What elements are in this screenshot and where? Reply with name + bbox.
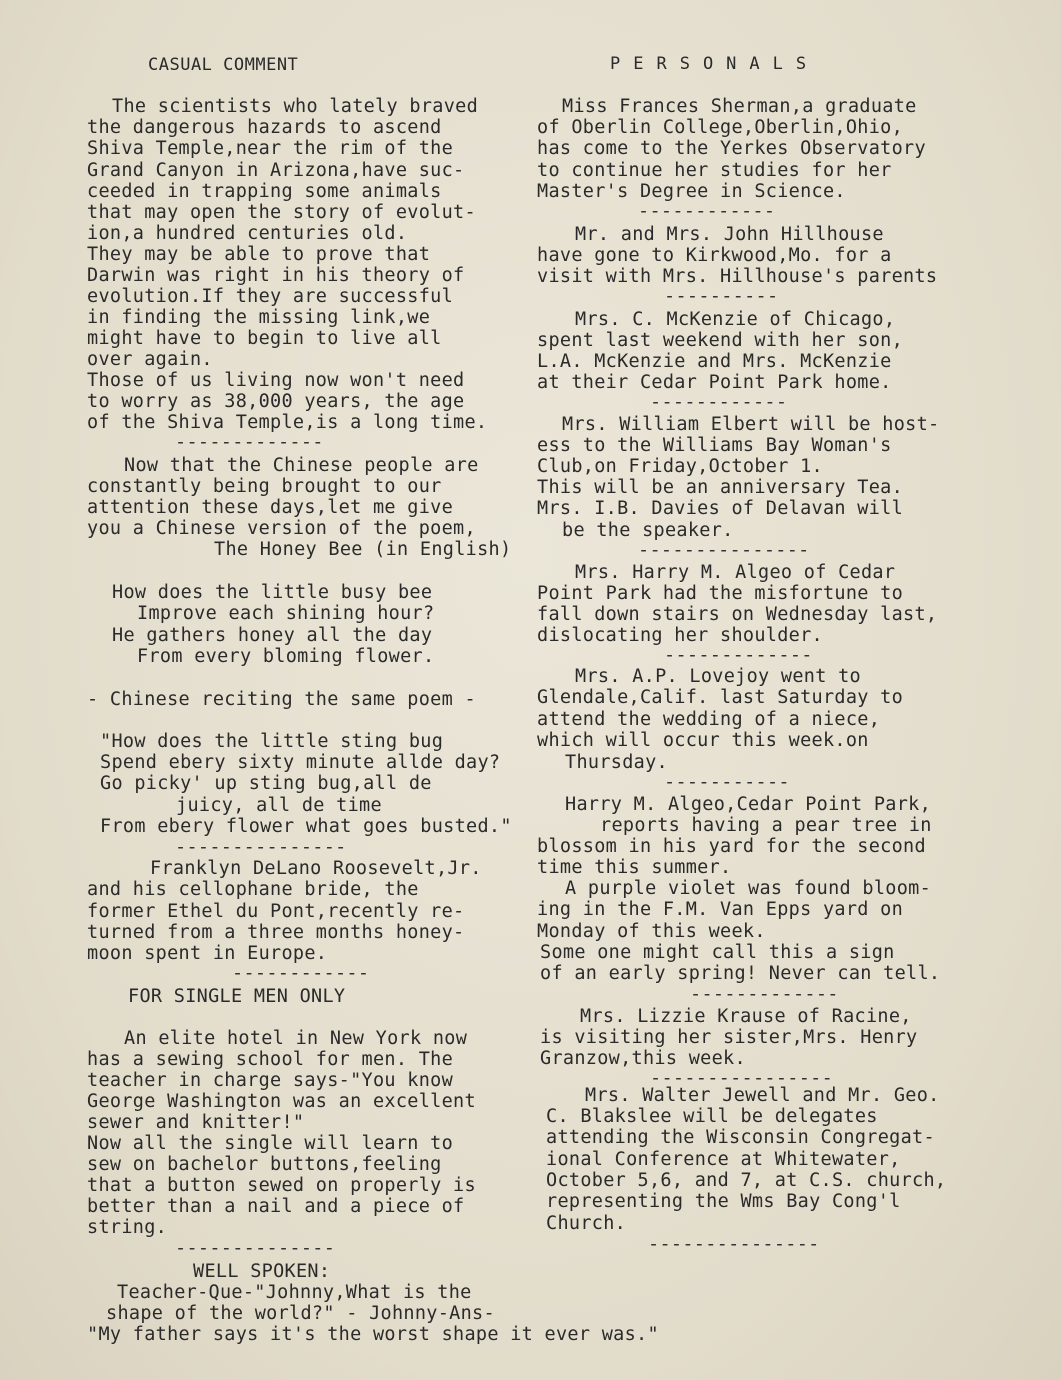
left-line: former Ethel du Pont,recently re- xyxy=(87,901,465,922)
right-line: L.A. McKenzie and Mrs. McKenzie xyxy=(537,351,892,372)
left-line: in finding the missing link,we xyxy=(87,307,431,328)
right-line: fall down stairs on Wednesday last, xyxy=(537,604,938,625)
right-line: Mr. and Mrs. John Hillhouse xyxy=(575,224,884,245)
right-line: ess to the Williams Bay Woman's xyxy=(537,435,892,456)
right-line: Mrs. Walter Jewell and Mr. Geo. xyxy=(585,1085,940,1106)
right-line: ing in the F.M. Van Epps yard on xyxy=(537,899,904,920)
right-line: have gone to Kirkwood,Mo. for a xyxy=(537,245,892,266)
left-line: Now that the Chinese people are xyxy=(124,455,479,476)
section-heading: WELL SPOKEN: xyxy=(193,1261,331,1282)
right-line: C. Blakslee will be delegates xyxy=(546,1106,878,1127)
right-line: to continue her studies for her xyxy=(537,160,892,181)
separator-line: ---------- xyxy=(664,286,779,307)
poem-line: Improve each shining hour? xyxy=(137,603,435,624)
right-line: has come to the Yerkes Observatory xyxy=(537,138,926,159)
section-heading: FOR SINGLE MEN ONLY xyxy=(128,986,346,1007)
separator-line: --------------- xyxy=(648,1234,820,1255)
right-line: Harry M. Algeo,Cedar Point Park, xyxy=(565,794,932,815)
left-line: "My father says it's the worst shape it ever was." xyxy=(87,1324,659,1345)
separator-line: ---------------- xyxy=(650,1068,834,1089)
left-line: and his cellophane bride, the xyxy=(87,879,419,900)
right-line: Thursday. xyxy=(565,752,668,773)
separator-line: ------------ xyxy=(650,392,788,413)
left-line: sewer and knitter!" xyxy=(87,1112,305,1133)
separator-line: ----------- xyxy=(664,772,790,793)
left-line: Darwin was right in his theory of xyxy=(87,265,465,286)
right-line: dislocating her shoulder. xyxy=(537,625,823,646)
left-line: over again. xyxy=(87,349,213,370)
left-line: Teacher-Que-"Johnny,What is the xyxy=(117,1282,472,1303)
right-line: Mrs. Harry M. Algeo of Cedar xyxy=(575,562,896,583)
left-line: constantly being brought to our xyxy=(87,476,442,497)
left-line: that may open the story of evolut- xyxy=(87,202,476,223)
left-line: An elite hotel in New York now xyxy=(124,1028,468,1049)
left-line: Shiva Temple,near the rim of the xyxy=(87,138,454,159)
right-line: reports having a pear tree in xyxy=(600,815,932,836)
separator-line: --------------- xyxy=(638,540,810,561)
personals-heading: PERSONALS xyxy=(610,54,820,74)
right-line: which will occur this week.on xyxy=(537,730,869,751)
right-line: October 5,6, and 7, at C.S. church, xyxy=(546,1170,947,1191)
separator-line: --------------- xyxy=(175,837,347,858)
left-line: - Chinese reciting the same poem - xyxy=(87,689,476,710)
left-line: They may be able to prove that xyxy=(87,244,431,265)
separator-line: ------------- xyxy=(664,645,813,666)
right-line: Mrs. Lizzie Krause of Racine, xyxy=(580,1006,912,1027)
left-line: better than a nail and a piece of xyxy=(87,1196,465,1217)
left-line: you a Chinese version of the poem, xyxy=(87,518,476,539)
left-line: turned from a three months honey- xyxy=(87,922,465,943)
poem-line: He gathers honey all the day xyxy=(112,625,433,646)
right-line: ional Conference at Whitewater, xyxy=(546,1149,901,1170)
right-line: of an early spring! Never can tell. xyxy=(540,963,941,984)
right-line: at their Cedar Point Park home. xyxy=(537,372,892,393)
poem-line: Go picky' up sting bug,all de xyxy=(100,773,432,794)
left-line: sew on bachelor buttons,feeling xyxy=(87,1154,442,1175)
right-line: Church. xyxy=(546,1213,627,1234)
right-line: This will be an anniversary Tea. xyxy=(537,477,904,498)
right-line: Mrs. William Elbert will be host- xyxy=(562,414,940,435)
right-line: blossom in his yard for the second xyxy=(537,836,926,857)
left-line: attention these days,let me give xyxy=(87,497,454,518)
poem-line: From ebery flower what goes busted." xyxy=(100,816,512,837)
poem-line: juicy, all de time xyxy=(176,795,382,816)
right-line: is visiting her sister,Mrs. Henry xyxy=(540,1027,918,1048)
separator-line: ------------- xyxy=(690,984,839,1005)
left-line: The scientists who lately braved xyxy=(112,96,479,117)
right-line: attending the Wisconsin Congregat- xyxy=(546,1127,935,1148)
right-line: A purple violet was found bloom- xyxy=(565,878,932,899)
left-line: evolution.If they are successful xyxy=(87,286,454,307)
right-line: Mrs. C. McKenzie of Chicago, xyxy=(575,309,896,330)
right-line: visit with Mrs. Hillhouse's parents xyxy=(537,266,938,287)
left-line: the dangerous hazards to ascend xyxy=(87,117,442,138)
right-line: Mrs. I.B. Davies of Delavan will xyxy=(537,498,904,519)
casual-comment-heading: CASUAL COMMENT xyxy=(148,55,299,75)
separator-line: ------------ xyxy=(232,963,370,984)
right-line: Miss Frances Sherman,a graduate xyxy=(562,96,917,117)
right-line: spent last weekend with her son, xyxy=(537,330,904,351)
left-line: teacher in charge says-"You know xyxy=(87,1070,454,1091)
left-line: that a button sewed on properly is xyxy=(87,1175,476,1196)
left-line: ion,a hundred centuries old. xyxy=(87,223,408,244)
left-line: The Honey Bee (in English) xyxy=(214,539,512,560)
right-line: Mrs. A.P. Lovejoy went to xyxy=(575,666,861,687)
left-line: Those of us living now won't need xyxy=(87,370,465,391)
left-line: might have to begin to live all xyxy=(87,328,442,349)
poem-line: "How does the little sting bug xyxy=(100,731,444,752)
right-line: Point Park had the misfortune to xyxy=(537,583,904,604)
poem-line: Spend ebery sixty minute allde day? xyxy=(100,752,501,773)
left-line: to worry as 38,000 years, the age xyxy=(87,391,465,412)
left-line: ceeded in trapping some animals xyxy=(87,181,442,202)
separator-line: -------------- xyxy=(175,1238,336,1259)
right-line: representing the Wms Bay Cong'l xyxy=(546,1191,901,1212)
right-line: Some one might call this a sign xyxy=(540,942,895,963)
right-line: Monday of this week. xyxy=(537,921,766,942)
poem-line: From every bloming flower. xyxy=(137,646,435,667)
left-line: George Washington was an excellent xyxy=(87,1091,476,1112)
poem-line: How does the little busy bee xyxy=(112,582,433,603)
right-line: attend the wedding of a niece, xyxy=(537,709,881,730)
right-line: be the speaker. xyxy=(562,520,734,541)
left-line: Franklyn DeLano Roosevelt,Jr. xyxy=(150,858,482,879)
left-line: of the Shiva Temple,is a long time. xyxy=(87,412,488,433)
right-line: of Oberlin College,Oberlin,Ohio, xyxy=(537,117,904,138)
separator-line: ------------- xyxy=(175,432,324,453)
right-line: Glendale,Calif. last Saturday to xyxy=(537,687,904,708)
left-line: shape of the world?" - Johnny-Ans- xyxy=(106,1303,495,1324)
left-line: has a sewing school for men. The xyxy=(87,1049,454,1070)
left-line: string. xyxy=(87,1217,168,1238)
left-line: Now all the single will learn to xyxy=(87,1133,454,1154)
separator-line: ------------ xyxy=(638,201,776,222)
right-line: time this summer. xyxy=(537,857,732,878)
left-line: Grand Canyon in Arizona,have suc- xyxy=(87,160,465,181)
right-line: Club,on Friday,October 1. xyxy=(537,456,823,477)
right-line: Master's Degree in Science. xyxy=(537,181,846,202)
left-line: moon spent in Europe. xyxy=(87,943,328,964)
right-line: Granzow,this week. xyxy=(540,1048,746,1069)
